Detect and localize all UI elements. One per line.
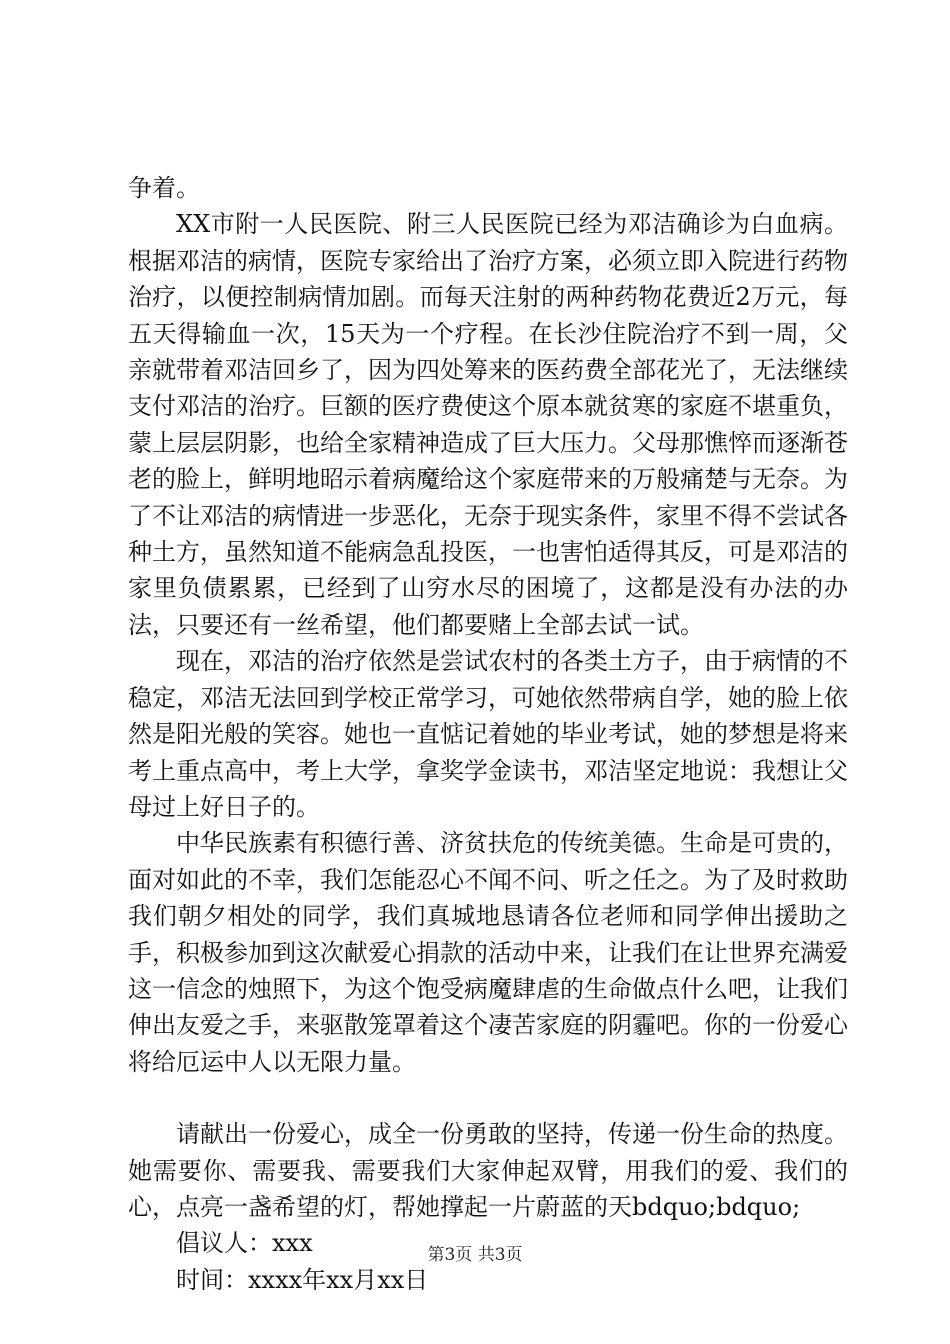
paragraph-continuation: 争着。: [128, 174, 200, 202]
page-footer: 第3页 共3页: [427, 1245, 523, 1265]
date-line: 时间：xxxx年xx月xx日: [176, 1265, 429, 1294]
document-body: [128, 170, 848, 1298]
proposer-line: 倡议人：xxx: [176, 1229, 313, 1258]
paragraph-current-status: 现在，邓洁的治疗依然是尝试农村的各类土方子，由于病情的不稳定，邓洁无法回到学校正常学习，可她依然带病自学，她的脸上依然是阳光般的笑容。她也一直惦记着她的毕业考试，她的梦想是将来考上重点高中，考上大学，拿奖学金读书，邓洁坚定地说：我想让父母过上好日子的。: [128, 647, 848, 821]
paragraph-appeal: 中华民族素有积德行善、济贫扶危的传统美德。生命是可贵的，面对如此的不幸，我们怎能忍心不闻不问、听之任之。为了及时救助我们朝夕相处的同学，我们真城地恳请各位老师和同学伸出援助之手，积极参加到这次献爱心捐款的活动中来，让我们在让世界充满爱这一信念的烛照下，为这个饱受病魔肆虐的生命做点什么吧，让我们伸出友爱之手，来驱散笼罩着这个凄苦家庭的阴霾吧。你的一份爱心将给厄运中人以无限力量。: [128, 829, 848, 1076]
paragraph-call-to-action: 请献出一份爱心，成全一份勇敢的坚持，传递一份生命的热度。她需要你、需要我、需要我们大家伸起双臂，用我们的爱、我们的心，点亮一盏希望的灯，帮她撑起一片蔚蓝的天bdquo;bdquo;: [128, 1120, 848, 1221]
paragraph-diagnosis: XX市附一人民医院、附三人民医院已经为邓洁确诊为白血病。根据邓洁的病情，医院专家给出了治疗方案，必须立即入院进行药物治疗，以便控制病情加剧。而每天注射的两种药物花费近2万元，每五天得输血一次，15天为一个疗程。在长沙住院治疗不到一周，父亲就带着邓洁回乡了，因为四处筹来的医药费全部花光了，无法继续支付邓洁的治疗。巨额的医疗费使这个原本就贫寒的家庭不堪重负，蒙上层层阴影，也给全家精神造成了巨大压力。父母那憔悴而逐渐苍老的脸上，鲜明地昭示着病魔给这个家庭带来的万般痛楚与无奈。为了不让邓洁的病情进一步恶化，无奈于现实条件，家里不得不尝试各种土方，虽然知道不能病急乱投医，一也害怕适得其反，可是邓洁的家里负债累累，已经到了山穷水尽的困境了，这都是没有办法的办法，只要还有一丝希望，他们都要赌上全部去试一试。: [128, 210, 848, 639]
